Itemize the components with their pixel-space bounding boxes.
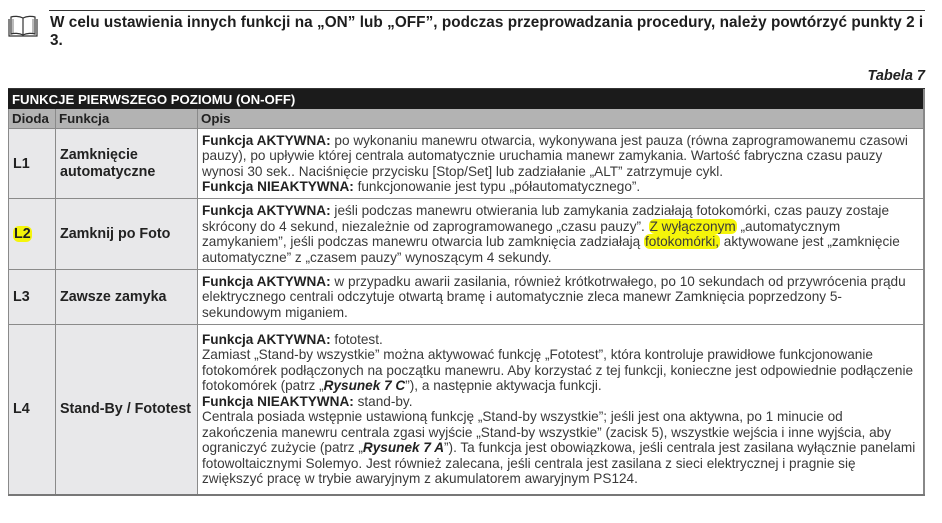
functions-table: [8, 89, 925, 496]
active-label: Funkcja AKTYWNA:: [202, 132, 331, 148]
table-row-l3: [9, 270, 925, 325]
table-caption: Tabela 7: [867, 68, 925, 84]
active-text: jeśli podczas manewru otwierania lub zamykania zadziałają fotokomórki, czas pauzy zostaje skrócony do 4 sekund, niezależnie od zaprogramowanego „czasu pauzy”.: [202, 203, 890, 234]
funkcja-cell: Zawsze zamyka: [56, 270, 198, 325]
inactive-label: Funkcja NIEAKTYWNA:: [202, 179, 354, 194]
opis-cell: [198, 199, 925, 270]
column-header-funkcja: Funkcja: [56, 109, 198, 129]
open-book-icon: [8, 14, 38, 38]
active-label: Funkcja AKTYWNA:: [202, 273, 331, 289]
dioda-cell: L1: [9, 129, 56, 199]
inactive-label: Funkcja NIEAKTYWNA:: [202, 393, 354, 409]
opis-cell: [198, 325, 925, 495]
opis-cell: [198, 270, 925, 325]
instruction-note: W celu ustawienia innych funkcji na „ON” lub „OFF”, podczas przeprowadzania procedury, należy powtórzyć punkty 2 i 3.: [50, 14, 924, 49]
table-title-row: [9, 90, 925, 109]
opis-cell: [198, 129, 925, 199]
funkcja-cell: Stand-By / Fototest: [56, 325, 198, 495]
funkcja-cell: Zamknięcie automatyczne: [56, 129, 198, 199]
figure-reference: Rysunek 7 A: [362, 440, 445, 456]
active-label: Funkcja AKTYWNA:: [202, 331, 331, 347]
mid-text: „automatycznym zamykaniem”, jeśli podczas manewru otwarcia lub zamknięcia zadziałają: [202, 218, 841, 249]
active-text: po wykonaniu manewru otwarcia, wykonywana jest pauza (równa zaprogramowanemu czasowi pauzy), po upływie której centrala automatycznie uruchamia manewr zamykania. Wartość fabryczna czasu pauzy wynosi 30 sek.. Naciśnięcie przycisku [Stop/Set] lub zadziałanie „ALT” zatrzymuje cykl.: [202, 132, 908, 179]
table-row-l4: [9, 325, 925, 495]
inactive-text: stand-by.: [353, 393, 413, 409]
active-description-end: ”), a następnie aktywacja funkcji.: [405, 378, 602, 394]
dioda-cell: L4: [9, 325, 56, 495]
active-description: Zamiast „Stand-by wszystkie” można aktywować funkcję „Fototest”, która kontroluje prawidłowe funkcjonowanie fotokomórek podłączonych na początku manewru. Aby korzystać z tej funkcji, konieczne jest odpowiednie podłączenie fotokomórek (patrz „: [202, 347, 914, 394]
figure-reference: Rysunek 7 C: [323, 378, 406, 394]
inactive-description-end: ”). Ta funkcja jest obowiązkowa, jeśli centrala jest zasilana wyłącznie panelami fotowoltaicznymi Solemyo. Jest również zalecana, jeśli centrala jest zasilana z sieci elektrycznej i pragnie się zwiększyć pracę w trybie awaryjnym z akumulatorem awaryjnym PS124.: [202, 440, 916, 487]
table-header-row: [9, 109, 925, 129]
table-title: FUNKCJE PIERWSZEGO POZIOMU (ON-OFF): [9, 90, 925, 109]
end-text: aktywowane jest „zamknięcie automatyczne” z „czasem pauzy” wynoszącym 4 sekundy.: [202, 234, 900, 265]
inactive-description: Centrala posiada wstępnie ustawioną funkcję „Stand-by wszystkie”; jeśli jest ona aktywna, po 1 minucie od zakończenia manewru centrala zgasi wyjście „Stand-by wszystkie” (zacisk 5), wszystkie wejścia i inne wyjścia, aby ograniczyć zużycie (patrz „: [202, 409, 891, 456]
table-row-l1: [9, 129, 925, 199]
highlighted-text: fotokomórki,: [644, 234, 720, 249]
active-text: fototest.: [330, 331, 383, 347]
column-header-dioda: Dioda: [9, 109, 56, 129]
active-label: Funkcja AKTYWNA:: [202, 203, 331, 218]
active-text: w przypadku awarii zasilania, również krótkotrwałego, po 10 sekundach od przywrócenia prądu elektrycznego centrali odczytuje otwartą bramę i automatycznie zleca manewr Zamknięcia poprzedzony 5-sekundowym miganiem.: [202, 273, 906, 320]
dioda-cell: [9, 199, 56, 270]
inactive-text: funkcjonowanie jest typu „półautomatycznego”.: [353, 179, 641, 194]
highlighted-text: Z wyłączonym: [649, 218, 736, 234]
funkcja-cell: Zamknij po Foto: [56, 199, 198, 270]
highlighted-dioda: L2: [14, 226, 31, 242]
dioda-cell: L3: [9, 270, 56, 325]
table-row-l2: [9, 199, 925, 270]
column-header-opis: Opis: [198, 109, 925, 129]
top-rule: [49, 10, 925, 11]
